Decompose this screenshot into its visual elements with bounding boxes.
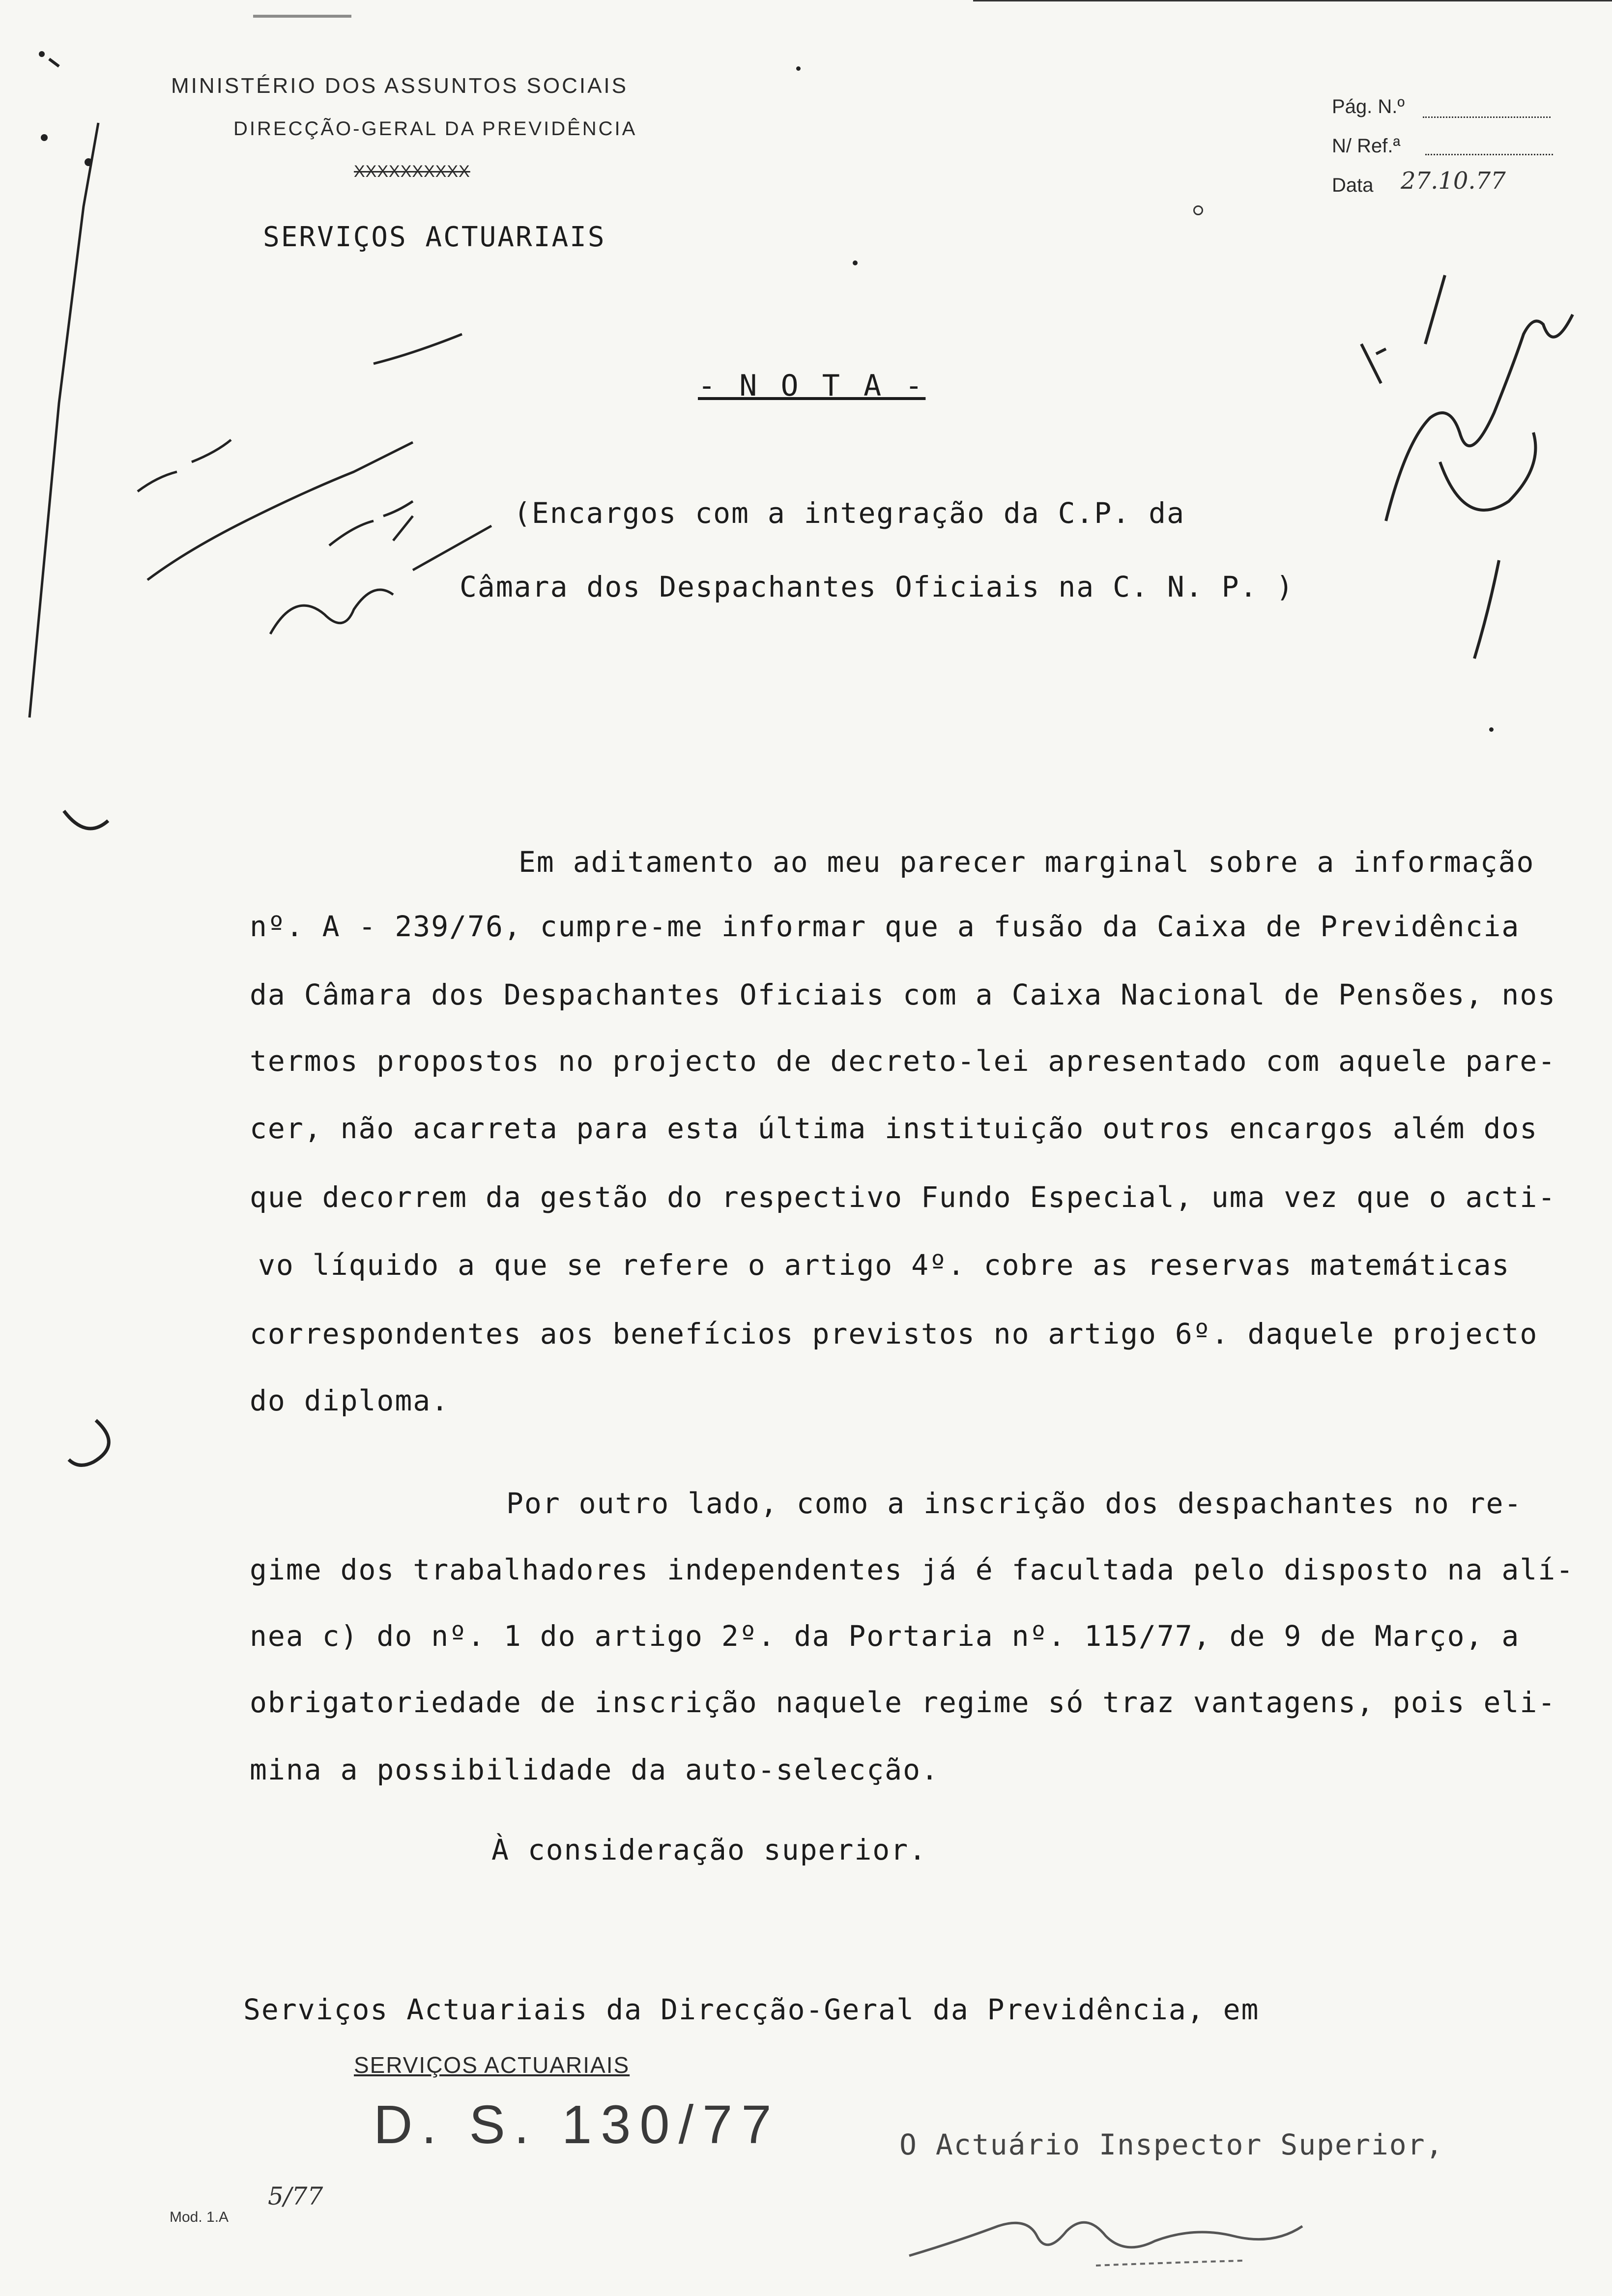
body-p2-line: mina a possibilidade da auto-selecção. [250, 1753, 939, 1786]
body-p1-line: da Câmara dos Despachantes Oficiais com a Caixa Nacional de Pensões, nos [250, 978, 1556, 1011]
footer-place-line: Serviços Actuariais da Direcção-Geral da Previdência, em [243, 1993, 1260, 2026]
body-p1-line: correspondentes aos benefícios previstos no artigo 6º. daquele projecto [250, 1317, 1538, 1350]
handwritten-margin-note [118, 315, 511, 668]
ref-fill-line [1425, 154, 1553, 155]
punch-hole-top [59, 806, 113, 845]
punch-hole-bottom [59, 1415, 113, 1469]
scan-mark [253, 15, 351, 18]
speck [1193, 205, 1203, 215]
subject-line-2: Câmara dos Despachantes Oficiais na C. N. P. ) [460, 570, 1295, 603]
form-number: 5/77 [268, 2182, 323, 2210]
page-fill-line [1423, 116, 1551, 118]
reference-block [1332, 96, 1568, 214]
date-value: 27.10.77 [1401, 167, 1506, 195]
subject-line-1: (Encargos com a integração da C.P. da [514, 496, 1185, 530]
speck [1489, 727, 1494, 732]
body-p2-line: Por outro lado, como a inscrição dos despachantes no re- [506, 1487, 1523, 1520]
footer-stamp-dept: SERVIÇOS ACTUARIAIS [354, 2052, 630, 2078]
page-label: Pág. N.º [1332, 96, 1405, 117]
form-code: Mod. 1.A [170, 2209, 229, 2225]
body-p1-line: do diploma. [250, 1384, 450, 1417]
body-p2-line: nea c) do nº. 1 do artigo 2º. da Portaria nº. 115/77, de 9 de Março, a [250, 1619, 1520, 1653]
body-p1-line: termos propostos no projecto de decreto-lei apresentado com aquele pare- [250, 1044, 1556, 1078]
directorate-heading: DIRECÇÃO-GERAL DA PREVIDÊNCIA [233, 118, 637, 140]
body-p1-line: vo líquido a que se refere o artigo 4º. cobre as reservas matemáticas [258, 1248, 1510, 1282]
signature [899, 2182, 1391, 2280]
top-rule [973, 0, 1612, 1]
note-title: - N O T A - [698, 369, 926, 403]
date-label: Data [1332, 174, 1374, 196]
ref-label: N/ Ref.ª [1332, 135, 1401, 157]
body-p2-line: gime dos trabalhadores independentes já é facultada pelo disposto na alí- [250, 1553, 1575, 1586]
body-p2-line: obrigatoriedade de inscrição naquele regime só traz vantagens, pois eli- [250, 1686, 1556, 1719]
margin-line [0, 0, 128, 737]
department-heading: SERVIÇOS ACTUARIAIS [263, 221, 606, 253]
footer-stamp-ref: D. S. 130/77 [374, 2095, 780, 2155]
speck [853, 260, 858, 265]
struck-line: XXXXXXXXXX [354, 162, 470, 181]
footer-signatory: O Actuário Inspector Superior, [899, 2128, 1444, 2161]
body-p1-line: Em aditamento ao meu parecer marginal sobre a informação [518, 845, 1535, 879]
handwritten-visa [1347, 256, 1583, 678]
body-p1-line: nº. A - 239/76, cumpre-me informar que a fusão da Caixa de Previdência [250, 910, 1520, 943]
body-p1-line: cer, não acarreta para esta última instituição outros encargos além dos [250, 1112, 1538, 1145]
speck [796, 66, 801, 71]
body-p1-line: que decorrem da gestão do respectivo Fundo Especial, uma vez que o acti- [250, 1180, 1556, 1214]
ministry-heading: MINISTÉRIO DOS ASSUNTOS SOCIAIS [171, 74, 629, 98]
closing-line: À consideração superior. [491, 1833, 927, 1866]
